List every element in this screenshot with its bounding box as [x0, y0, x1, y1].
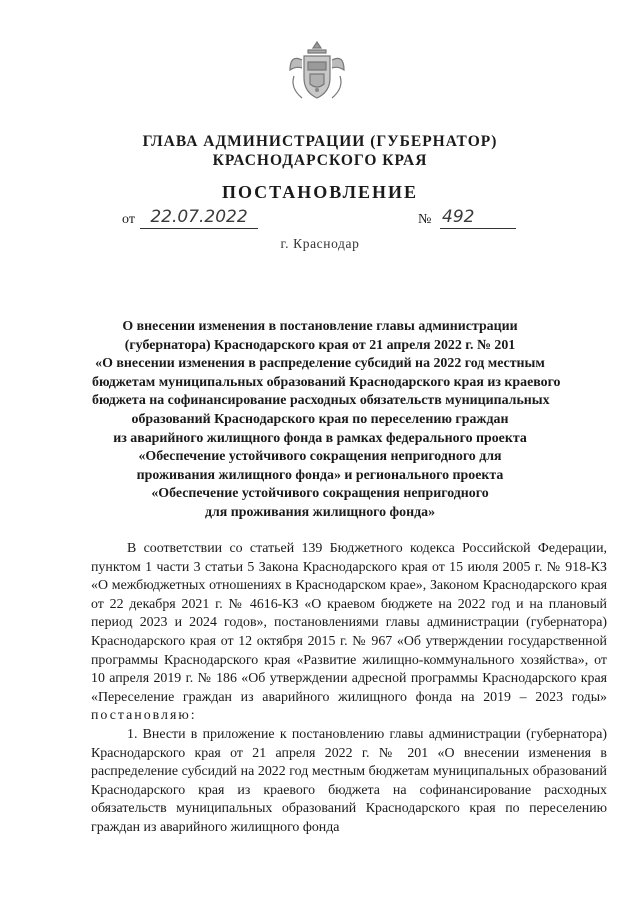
- title-line: (губернатора) Краснодарского края от 21 апреля 2022 г. № 201: [124, 337, 516, 353]
- title-line: О внесении изменения в постановление главы администрации: [122, 319, 518, 334]
- title-line: «О внесении изменения в распределение субсидий на 2022 год местным: [95, 356, 545, 372]
- number-label: №: [418, 212, 432, 227]
- clause-1-paragraph: 1. Внести в приложение к постановлению главы администрации (губернатора) Краснодарского края от 21 апреля 2022 г. № 201 «О внесении изменения в распределение субсидий на 2022 год местным бюджетам муниципальных образований Краснодарского края из краевого бюджета на софинансирование расходных обязательств муниципальных образований Краснодарского края по переселению граждан из аварийного жилищного фонда: [91, 726, 607, 835]
- authority-name-line-2: КРАСНОДАРСКОГО КРАЯ: [212, 152, 428, 169]
- document-body: [91, 540, 607, 838]
- preamble-text: В соответствии со статьей 139 Бюджетного кодекса Российской Федерации, пунктом 1 части 3 статьи 5 Закона Краснодарского края от 15 июля 2005 г. № 918-КЗ «О межбюджетных отношениях в Краснодарском крае», Законом Краснодарского края от 22 декабря 2021 г. № 4616-КЗ «О краевом бюджете на 2022 год и на плановый период 2023 и 2024 годов», постановлениями главы администрации (губернатора) Краснодарского края от 12 октября 2015 г. № 967 «Об утверждении государственной программы Краснодарского края «Развитие жилищно-коммунального хозяйства», от 10 апреля 2019 г. № 186 «Об утверждении адресной программы Краснодарского края «Переселение граждан из аварийного жилищного фонда на 2019 – 2023 годы»: [91, 541, 607, 705]
- title-line: для проживания жилищного фонда»: [204, 504, 436, 520]
- title-line: «Обеспечение устойчивого сокращения непригодного: [151, 486, 489, 502]
- preamble-paragraph: [91, 540, 607, 726]
- title-line: проживания жилищного фонда» и регионального проекта: [136, 467, 504, 483]
- title-line: образований Краснодарского края по переселению граждан: [131, 411, 509, 427]
- date-value: 22.07.2022: [140, 206, 258, 229]
- city-name: г. Краснодар: [280, 236, 360, 251]
- title-line: из аварийного жилищного фонда в рамках федерального проекта: [113, 430, 527, 446]
- number-value: 492: [440, 206, 516, 229]
- title-line: бюджетам муниципальных образований Краснодарского края из краевого: [92, 374, 561, 390]
- document-type: ПОСТАНОВЛЕНИЕ: [221, 182, 419, 202]
- title-line: бюджета на софинансирование расходных обязательств муниципальных: [92, 393, 550, 409]
- authority-name-line-1: ГЛАВА АДМИНИСТРАЦИИ (ГУБЕРНАТОР): [142, 133, 498, 150]
- title-line: «Обеспечение устойчивого сокращения непригодного для: [138, 449, 502, 465]
- decree-word: постановляю:: [91, 708, 197, 724]
- date-label: от: [122, 212, 135, 227]
- decree-title: [92, 318, 561, 523]
- coat-of-arms-emblem: [288, 40, 346, 104]
